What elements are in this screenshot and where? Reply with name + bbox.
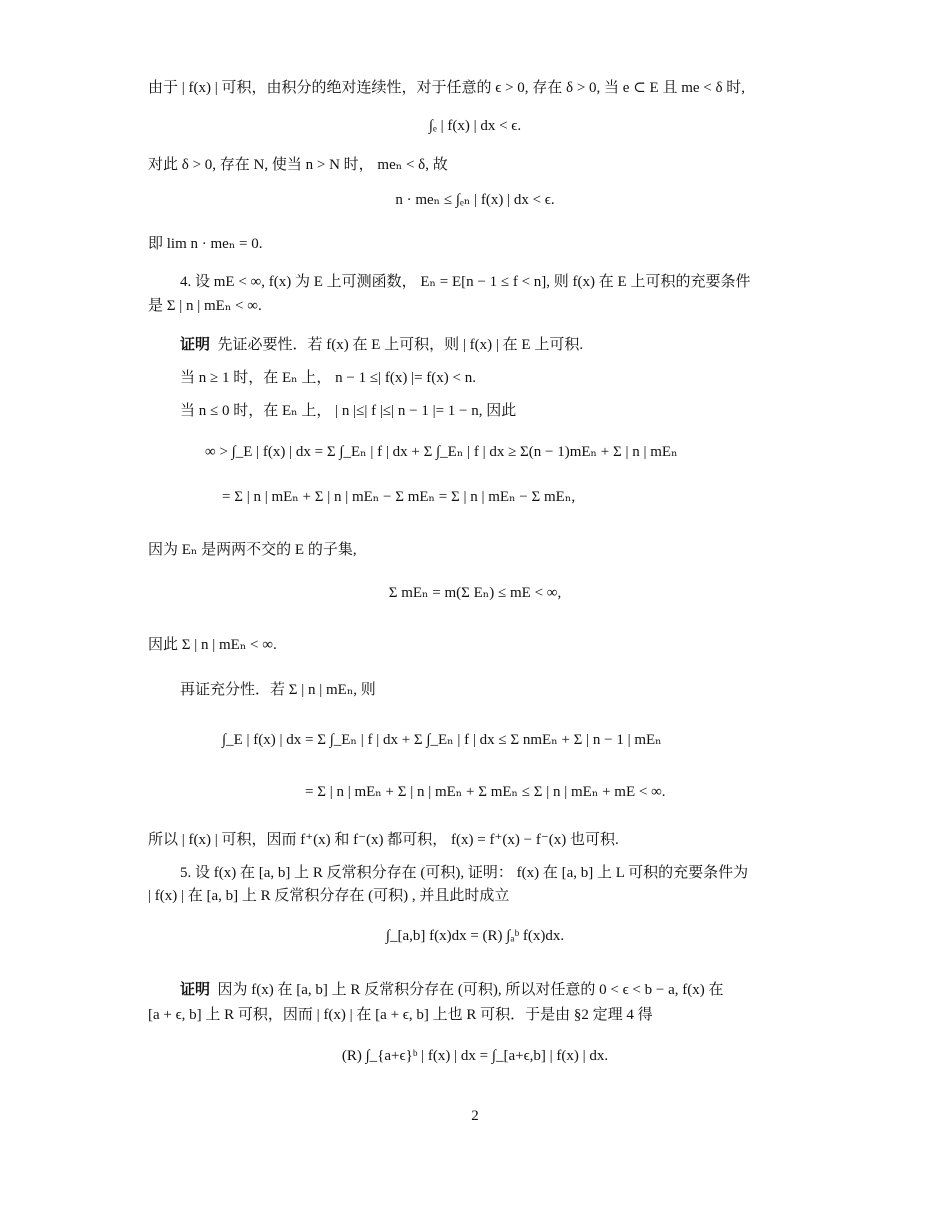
proof-label: 证明 (180, 337, 211, 353)
equation-1: ∫ₑ | f(x) | dx < ϵ. (428, 118, 522, 134)
proof-text-1: 先证必要性．若 f(x) 在 E 上可积，则 | f(x) | 在 E 上可积. (217, 337, 584, 353)
equation-5: Σ mEₙ = m(Σ Eₙ) ≤ mE < ∞, (388, 585, 562, 601)
equation-2: n · meₙ ≤ ∫ₑₙ | f(x) | dx < ϵ. (395, 192, 555, 208)
problem-5-statement: 5. 设 f(x) 在 [a, b] 上 R 反常积分存在 (可积), 证明： f(x) 在 [a, b] 上 L 可积的充要条件为 (180, 865, 749, 881)
text-line-2: 对此 δ > 0, 存在 N, 使当 n > N 时， meₙ < δ, 故 (148, 157, 448, 173)
equation-3: ∞ > ∫_E | f(x) | dx = Σ ∫_Eₙ | f | dx + Σ ∫_Eₙ | f | dx ≥ Σ(n − 1)mEₙ + Σ | n | mEₙ (205, 444, 678, 460)
problem-4-statement: 4. 设 mE < ∞, f(x) 为 E 上可测函数， Eₙ = E[n − 1 ≤ f < n], 则 f(x) 在 E 上可积的充要条件 (180, 274, 751, 290)
proof-label-2: 证明 (180, 982, 211, 998)
proof-line-2: 当 n ≥ 1 时，在 Eₙ 上， n − 1 ≤| f(x) |= f(x) < n. (180, 370, 476, 386)
text-line-3: 即 lim n · meₙ = 0. (148, 236, 263, 252)
text-line-4: 因为 Eₙ 是两两不交的 E 的子集, (148, 542, 357, 558)
proof-text-5: 因为 f(x) 在 [a, b] 上 R 反常积分存在 (可积), 所以对任意的 0 < ϵ < b − a, f(x) 在 (217, 982, 724, 998)
text-line-1: 由于 | f(x) | 可积，由积分的绝对连续性，对于任意的 ϵ > 0, 存在 δ > 0, 当 e ⊂ E 且 me < δ 时, (148, 80, 746, 96)
text-line-7: [a + ϵ, b] 上 R 可积，因而 | f(x) | 在 [a + ϵ, b] 上也 R 可积．于是由 §2 定理 4 得 (148, 1007, 653, 1023)
equation-8: ∫_[a,b] f(x)dx = (R) ∫ₐᵇ f(x)dx. (385, 928, 565, 944)
equation-6: ∫_E | f(x) | dx = Σ ∫_Eₙ | f | dx + Σ ∫_Eₙ | f | dx ≤ Σ nmEₙ + Σ | n − 1 | mEₙ (222, 732, 662, 748)
problem-4-condition: 是 Σ | n | mEₙ < ∞. (148, 298, 262, 314)
problem-5-continued: | f(x) | 在 [a, b] 上 R 反常积分存在 (可积) , 并且此时成立 (148, 888, 510, 904)
equation-9: (R) ∫_{a+ϵ}ᵇ | f(x) | dx = ∫_[a+ϵ,b] | f(x) | dx. (341, 1048, 609, 1064)
equation-7: = Σ | n | mEₙ + Σ | n | mEₙ + Σ mEₙ ≤ Σ | n | mEₙ + mE < ∞. (305, 784, 666, 800)
proof-line-4: 再证充分性．若 Σ | n | mEₙ, 则 (180, 682, 376, 698)
proof-line-3: 当 n ≤ 0 时，在 Eₙ 上， | n |≤| f |≤| n − 1 |= 1 − n, 因此 (180, 403, 517, 419)
text-line-5: 因此 Σ | n | mEₙ < ∞. (148, 637, 277, 653)
equation-4: = Σ | n | mEₙ + Σ | n | mEₙ − Σ mEₙ = Σ | n | mEₙ − Σ mEₙ, (222, 489, 576, 505)
proof-line-5 (180, 980, 810, 1000)
proof-line-1 (180, 335, 810, 355)
text-line-6: 所以 | f(x) | 可积，因而 f⁺(x) 和 f⁻(x) 都可积， f(x) = f⁺(x) − f⁻(x) 也可积. (148, 832, 619, 848)
page-number: 2 (471, 1108, 479, 1124)
